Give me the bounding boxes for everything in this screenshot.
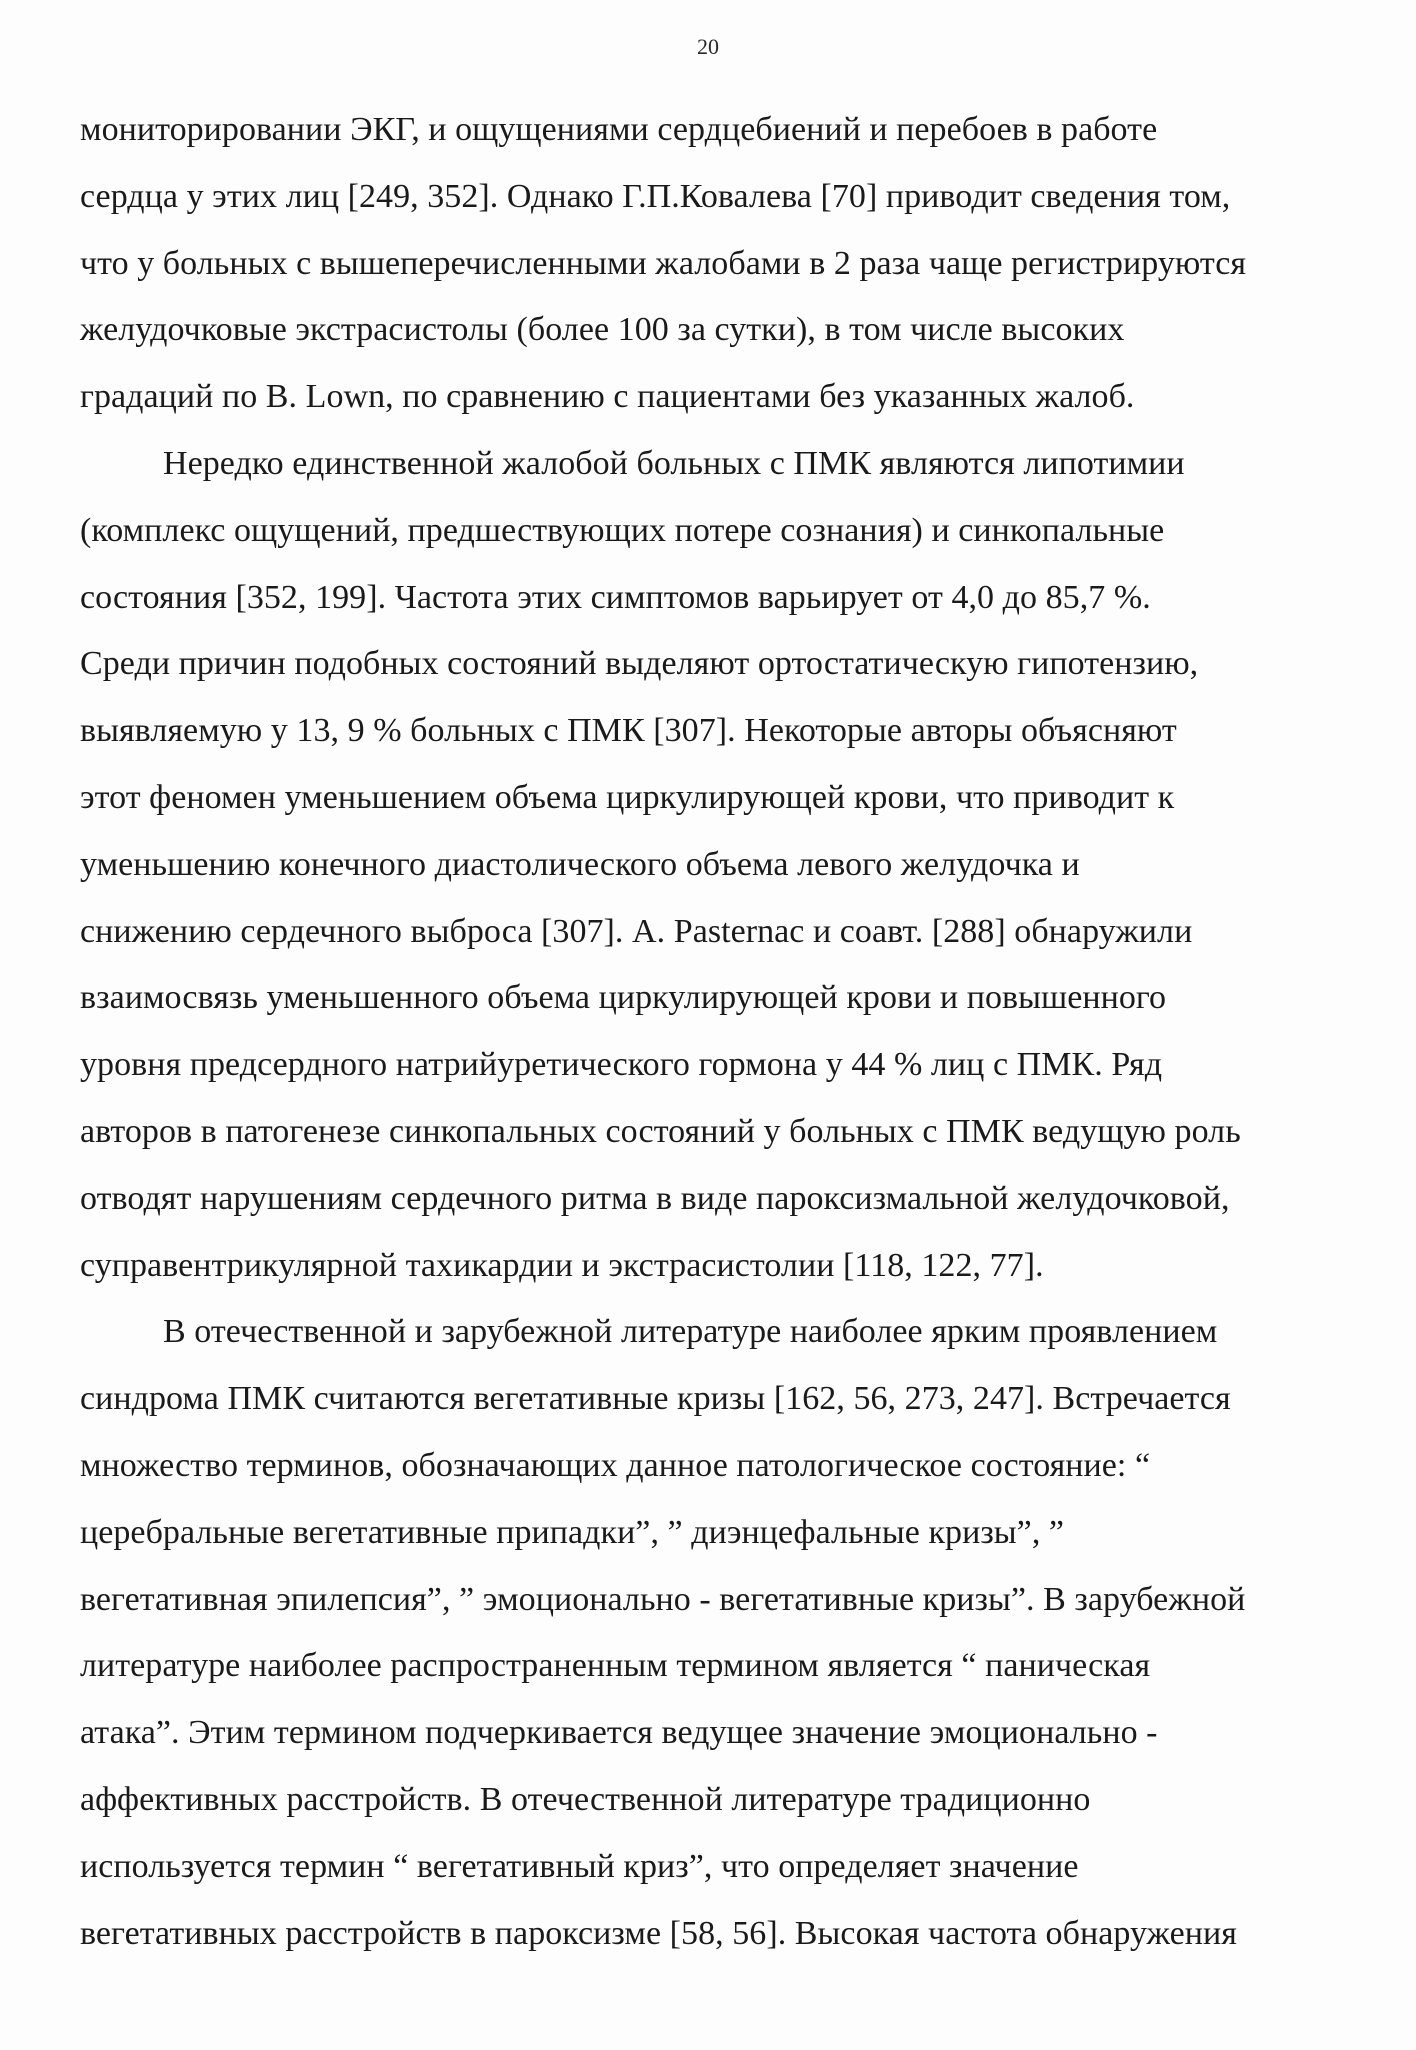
text-line: вегетативных расстройств в пароксизме [58, 56]. Высокая частота обнаружения (80, 1914, 1237, 1952)
text-line: авторов в патогенезе синкопальных состояний у больных с ПМК ведущую роль (80, 1112, 1241, 1150)
text-line: множество терминов, обозначающих данное патологическое состояние: “ (80, 1446, 1151, 1484)
body-text (80, 97, 1358, 1967)
paragraph (80, 1299, 1358, 1967)
text-line: литературе наиболее распространенным термином является “ паническая (80, 1647, 1151, 1685)
text-line: уровня предсердного натрийуретического гормона у 44 % лиц с ПМК. Ряд (80, 1046, 1163, 1084)
text-line: Нередко единственной жалобой больных с ПМК являются липотимии (163, 444, 1185, 482)
text-line: что у больных с вышеперечисленными жалобами в 2 раза чаще регистрируются (80, 244, 1247, 282)
text-line: мониторировании ЭКГ, и ощущениями сердцебиений и перебоев в работе (80, 111, 1158, 148)
text-line: сердца у этих лиц [249, 352]. Однако Г.П.Ковалева [70] приводит сведения том, (80, 177, 1231, 215)
text-line: желудочковые экстрасистолы (более 100 за сутки), в том числе высоких (80, 311, 1125, 349)
text-line: вегетативная эпилепсия”, ” эмоционально - вегетативные кризы”. В зарубежной (80, 1580, 1246, 1618)
text-line: синдрома ПМК считаются вегетативные кризы [162, 56, 273, 247]. Встречается (80, 1380, 1231, 1418)
text-line: В отечественной и зарубежной литературе наиболее ярким проявлением (163, 1313, 1218, 1351)
text-line: отводят нарушениям сердечного ритма в виде пароксизмальной желудочковой, (80, 1179, 1230, 1217)
text-line: градаций по B. Lown, по сравнению с пациентами без указанных жалоб. (80, 378, 1135, 416)
text-line: взаимосвязь уменьшенного объема циркулирующей крови и повышенного (80, 979, 1167, 1017)
text-line: уменьшению конечного диастолического объема левого желудочка и (80, 845, 1080, 883)
text-line: снижению сердечного выброса [307]. A. Pasternac и соавт. [288] обнаружили (80, 912, 1193, 950)
paragraph (80, 431, 1358, 1299)
text-line: этот феномен уменьшением объема циркулирующей крови, что приводит к (80, 778, 1175, 816)
text-line: выявляемую у 13, 9 % больных с ПМК [307]. Некоторые авторы объясняют (80, 712, 1177, 750)
text-line: церебральные вегетативные припадки”, ” диэнцефальные кризы”, ” (80, 1513, 1065, 1551)
text-line: состояния [352, 199]. Частота этих симптомов варьирует от 4,0 до 85,7 %. (80, 578, 1151, 616)
paragraph (80, 97, 1358, 431)
text-line: Среди причин подобных состояний выделяют ортостатическую гипотензию, (80, 645, 1199, 683)
text-line: используется термин “ вегетативный криз”, что определяет значение (80, 1847, 1079, 1885)
page-number: 20 (697, 34, 719, 59)
text-line: (комплекс ощущений, предшествующих потере сознания) и синкопальные (80, 511, 1165, 549)
text-line: суправентрикулярной тахикардии и экстрасистолии [118, 122, 77]. (80, 1246, 1044, 1284)
text-line: атака”. Этим термином подчеркивается ведущее значение эмоционально - (80, 1714, 1158, 1752)
text-line: аффективных расстройств. В отечественной литературе традиционно (80, 1780, 1091, 1818)
